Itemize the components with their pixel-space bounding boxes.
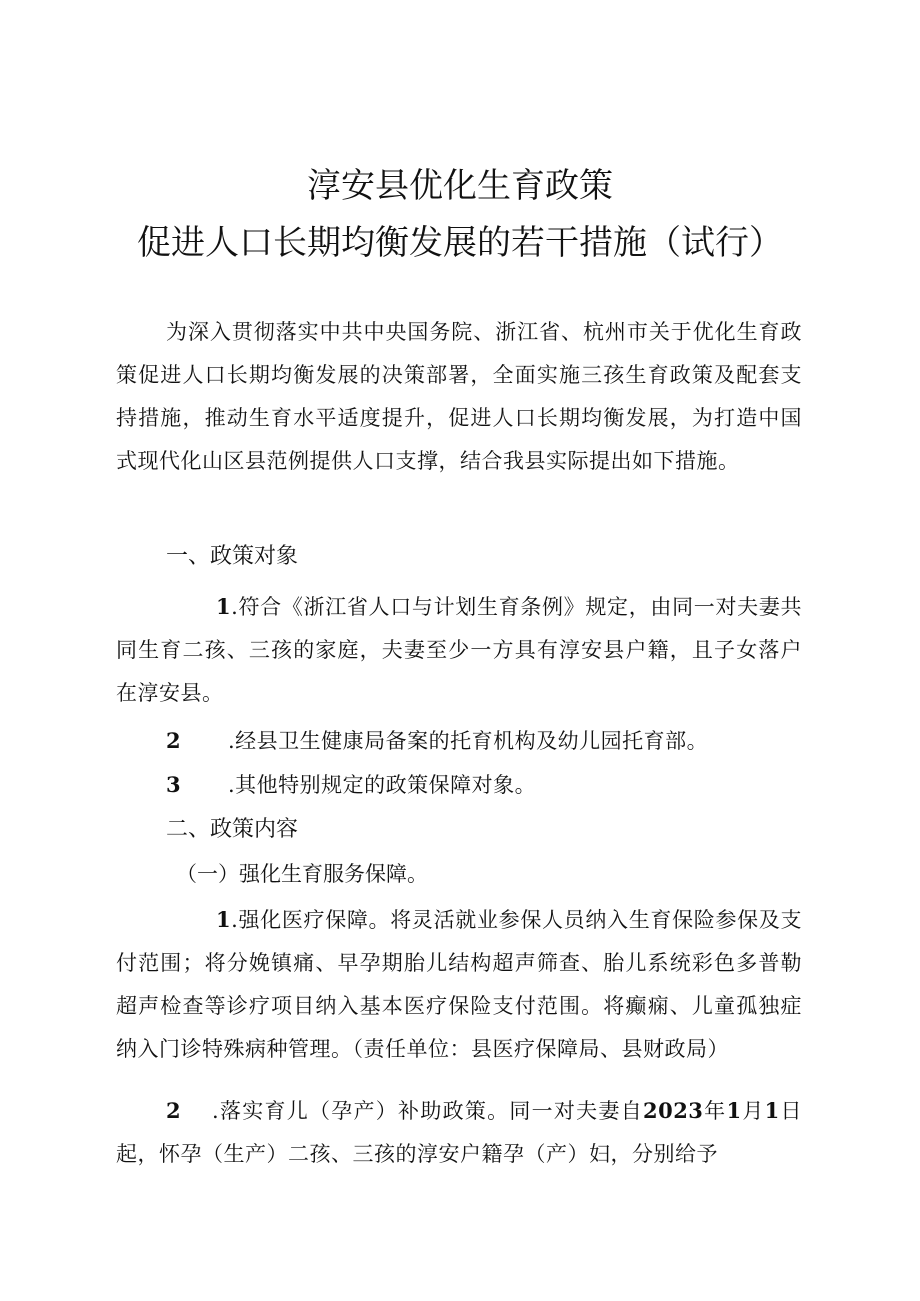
section1-item3 [166, 763, 806, 807]
section2-item1-text: .强化医疗保障。将灵活就业参保人员纳入生育保险参保及支付范围；将分娩镇痛、早孕期胎儿结构超声筛查、胎儿系统彩色多普勒超声检查等诊疗项目纳入基本医疗保险支付范围。将癫痫、儿童孤独症纳入门诊特殊病种管理。（责任单位：县医疗保障局、县财政局） [116, 908, 802, 1061]
section2-item2-year: 2023 [642, 1098, 704, 1123]
section1-item2 [166, 719, 806, 763]
section2-item2-text-a: .落实育儿（孕产）补助政策。同一对夫妻自 [212, 1099, 643, 1123]
intro-paragraph: 为深入贯彻落实中共中央国务院、浙江省、杭州市关于优化生育政策促进人口长期均衡发展的决策部署，全面实施三孩生育政策及配套支持措施，推动生育水平适度提升，促进人口长期均衡发展，为打造中国式现代化山区县范例提供人口支撑，结合我县实际提出如下措施。 [116, 320, 802, 473]
section2-item2 [116, 1089, 802, 1176]
section1-item3-number: 3 [166, 772, 182, 797]
section2-item2-month: 1 [726, 1098, 742, 1123]
section1-item1-text: .符合《浙江省人口与计划生育条例》规定，由同一对夫妻共同生育二孩、三孩的家庭，夫妻至少一方具有淳安县户籍，且子女落户在淳安县。 [116, 595, 802, 705]
document-title-line1: 淳安县优化生育政策 [307, 166, 613, 206]
section1-item1-number: 1 [216, 594, 232, 619]
section2-item1-number: 1 [216, 907, 232, 932]
section1-heading: 一、政策对象 [166, 544, 299, 569]
document-title-line2: 促进人口长期均衡发展的若干措施（试行） [137, 223, 783, 263]
section1-item2-text: .经县卫生健康局备案的托育机构及幼儿园托育部。 [228, 729, 709, 753]
section2-item2-text-d: 日起，怀孕（生产）二孩、三孩的淳安户籍孕（产）妇，分别给予 [116, 1099, 802, 1166]
section1-item3-text: .其他特别规定的政策保障对象。 [228, 773, 537, 797]
section2-item1 [116, 898, 802, 1071]
section1-item2-number: 2 [166, 728, 182, 753]
section2-item2-number: 2 [166, 1098, 182, 1123]
section2-item2-day: 1 [764, 1098, 780, 1123]
section2-item2-text-c: 月 [741, 1099, 765, 1123]
section2-subheading1: （一）强化生育服务保障。 [176, 862, 428, 886]
section2-heading: 二、政策内容 [166, 817, 299, 842]
section2-item2-text-b: 年 [703, 1099, 727, 1123]
section1-item1 [116, 585, 802, 715]
